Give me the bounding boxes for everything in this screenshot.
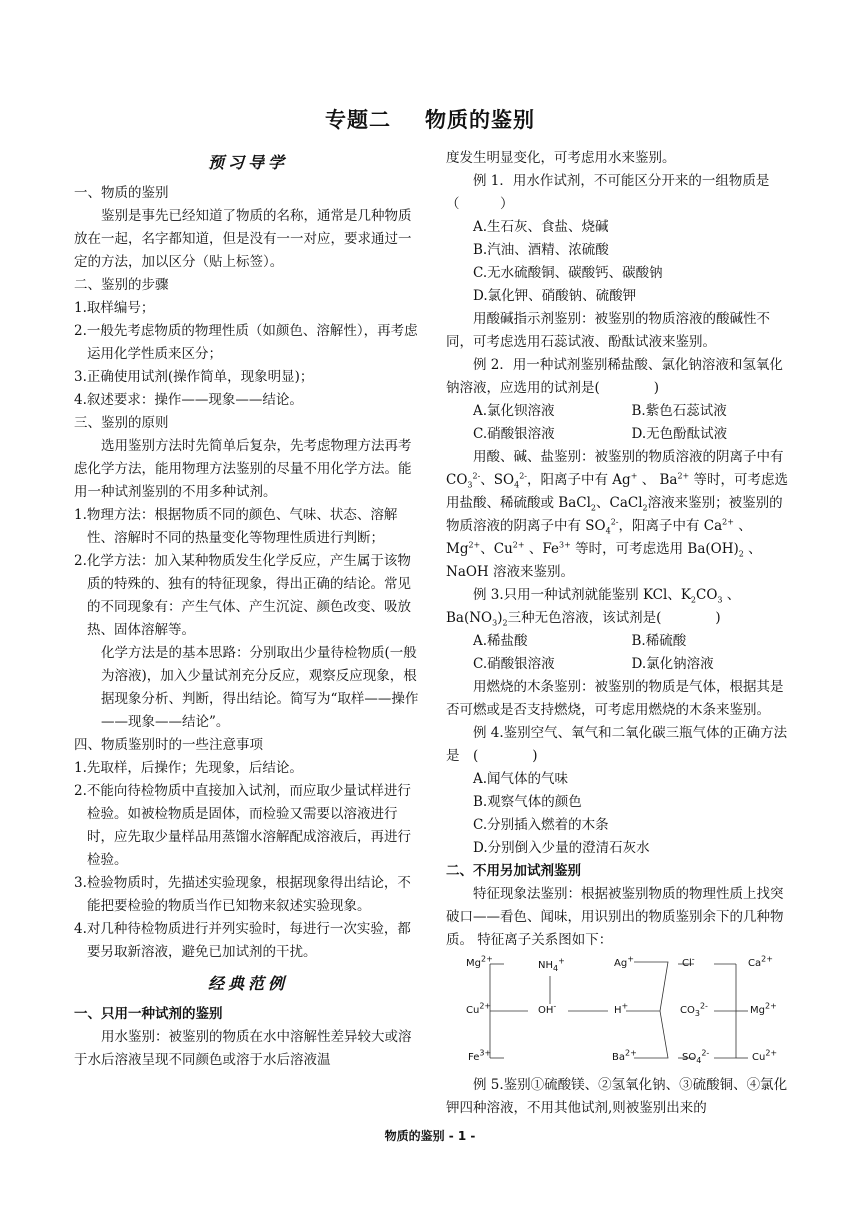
option-row (446, 400, 790, 423)
section-heading-preview: 预习导学 (207, 153, 288, 172)
ion-cl: Cl- (682, 954, 695, 969)
example-4-question: 例 4.鉴别空气、氧气和二氧化碳三瓶气体的正确方法是 ( ) (446, 725, 788, 764)
option: A.稀盐酸 (473, 633, 528, 649)
list-item: 2.不能向待检物质中直接加入试剂，而应取少量试样进行检验。如被检物质是固体，而检验又需要以溶液进行时，应先取少量样品用蒸馏水溶解配成溶液后，再进行检验。 (74, 783, 411, 868)
paragraph-acid-base-salt: 用酸、碱、盐鉴别：被鉴别的物质溶液的阴离子中有 $CO_3^{2-}$、$SO_4^{2-}$，阳离子中有 Ag+ 、 $Ba^{2+}$ 等时，可考虑选用盐酸、稀硫酸或 BaCl$_2$、CaCl$_2$溶液来鉴别；被鉴别的物质溶液的阴离子中有 $SO_4^{2-}$，阳离子中有 $Ca^{2+}$ 、$Mg^{2+}$、$Cu^{2+}$ 、$Fe^{3+}$ 等时，可考虑选用 $Ba(OH)_2$ 、NaOH 溶液来鉴别。 (446, 449, 789, 580)
page-footer: 物质的鉴别 - 1 - (384, 1129, 476, 1143)
ion-fe: $Fe^{3+}$ (468, 1048, 492, 1063)
ion-nh4: $NH_4^+$ (538, 956, 565, 973)
list-item: 2.化学方法：加入某种物质发生化学反应，产生属于该物质的特殊的、独有的特征现象，得出正确的结论。常见的不同现象有：产生气体、产生沉淀、颜色改变、吸放热、固体溶解等。 (74, 553, 411, 638)
option: C.硝酸银溶液 (473, 426, 555, 442)
option: D.分别倒入少量的澄清石灰水 (473, 840, 650, 856)
paragraph: 用燃烧的木条鉴别：被鉴别的物质是气体，根据其是否可燃或是否支持燃烧，可考虑用燃烧的木条来鉴别。 (446, 679, 784, 718)
left-column (74, 147, 422, 1072)
paragraph: 化学方法是的基本思路：分别取出少量待检物质(一般为溶液)，加入少量试剂充分反应，观察反应现象，根据现象分析、判断，得出结论。简写为“取样——操作——现象——结论”。 (101, 645, 419, 730)
option: C.硝酸银溶液 (473, 656, 555, 672)
option-row (446, 653, 790, 676)
paragraph: 度发生明显变化，可考虑用水来鉴别。 (446, 150, 676, 166)
heading-4: 四、物质鉴别时的一些注意事项 (74, 737, 263, 753)
example-3-question: 例 3.只用一种试剂就能鉴别 KCl、$K_2CO_3$ 、$Ba(NO_3)_2$三种无色溶液，该试剂是( ) (446, 587, 741, 628)
option: A.氯化钡溶液 (473, 403, 555, 419)
title-topic-number: 专题二 (325, 108, 391, 132)
option: C.分别插入燃着的木条 (473, 817, 609, 833)
option: B.紫色石蕊试液 (631, 403, 727, 419)
paragraph: 特征现象法鉴别：根据被鉴别物质的物理性质上找突破口——看色、闻味，用识别出的物质鉴别余下的几种物质。 特征离子关系图如下： (446, 886, 784, 948)
option: B.观察气体的颜色 (473, 794, 582, 810)
paragraph: 用酸碱指示剂鉴别：被鉴别的物质溶液的酸碱性不同，可考虑选用石蕊试液、酚酞试液来鉴别。 (446, 311, 770, 350)
list-item: 4.叙述要求：操作——现象——结论。 (74, 392, 303, 408)
option: C.无水硫酸铜、碳酸钙、碳酸钠 (473, 265, 663, 281)
subheading-no-reagent: 二、不用另加试剂鉴别 (446, 863, 581, 879)
example-5-question: 例 5.鉴别①硫酸镁、②氢氧化钠、③硫酸铜、④氯化钾四种溶液，不用其他试剂,则被鉴别出来的 (446, 1077, 788, 1116)
option: B.汽油、酒精、浓硫酸 (473, 242, 609, 258)
list-item: 1.先取样，后操作；先现象，后结论。 (74, 760, 303, 776)
heading-1: 一、物质的鉴别 (74, 185, 169, 201)
heading-3: 三、鉴别的原则 (74, 415, 169, 431)
option: A.闻气体的气味 (473, 771, 569, 787)
ion-ba: $Ba^{2+}$ (612, 1048, 637, 1063)
ion-mg-right: $Mg^{2+}$ (750, 1001, 777, 1016)
option: D.无色酚酞试液 (631, 426, 728, 442)
section-heading-examples: 经典范例 (207, 974, 288, 993)
list-item: 2.一般先考虑物质的物理性质（如颜色、溶解性），再考虑运用化学性质来区分； (74, 323, 418, 362)
title-topic-name: 物质的鉴别 (425, 108, 535, 132)
list-item: 1.物理方法：根据物质不同的颜色、气味、状态、溶解性、溶解时不同的热量变化等物理性质进行判断； (74, 507, 398, 546)
ion-relation-diagram (446, 954, 790, 1072)
paragraph: 用水鉴别：被鉴别的物质在水中溶解性差异较大或溶于水后溶液呈现不同颜色或溶于水后溶液温 (74, 1029, 412, 1068)
page-title (0, 104, 860, 134)
heading-2: 二、鉴别的步骤 (74, 277, 169, 293)
list-item: 4.对几种待检物质进行并列实验时，每进行一次实验，都要另取新溶液，避免已加试剂的干扰。 (74, 921, 411, 960)
ion-co3: $CO_3^{2-}$ (680, 1001, 708, 1018)
ion-ag: Ag+ (614, 954, 634, 969)
list-item: 3.检验物质时，先描述实验现象，根据现象得出结论，不能把要检验的物质当作已知物来叙述实验现象。 (74, 875, 411, 914)
subheading-one-reagent: 一、只用一种试剂的鉴别 (74, 1006, 223, 1022)
paragraph: 选用鉴别方法时先简单后复杂，先考虑物理方法再考虑化学方法，能用物理方法鉴别的尽量不用化学方法。能用一种试剂鉴别的不用多种试剂。 (74, 438, 412, 500)
right-column (446, 147, 790, 1120)
ion-cu: $Cu^{2+}$ (466, 1001, 492, 1016)
option: D.氯化钠溶液 (631, 656, 714, 672)
ion-so4: $SO_4^{2-}$ (682, 1048, 710, 1065)
example-2-question: 例 2．用一种试剂鉴别稀盐酸、氯化钠溶液和氢氧化钠溶液，应选用的试剂是( ) (446, 357, 783, 396)
ion-oh: OH- (538, 1001, 557, 1016)
option: A.生石灰、食盐、烧碱 (473, 219, 609, 235)
ion-h: H+ (614, 1001, 629, 1016)
list-item: 3.正确使用试剂(操作简单，现象明显)； (74, 369, 314, 385)
option-row (446, 630, 790, 653)
paragraph: 鉴别是事先已经知道了物质的名称，通常是几种物质放在一起，名字都知道，但是没有一一对应，要求通过一定的方法，加以区分（贴上标签）。 (74, 208, 412, 270)
ion-mg: $Mg^{2+}$ (466, 954, 493, 969)
list-item: 1.取样编号； (74, 300, 155, 316)
example-1-question: 例 1．用水作试剂，不可能区分开来的一组物质是（ ） (446, 173, 770, 212)
option: D.氯化钾、硝酸钠、硫酸钾 (473, 288, 637, 304)
ion-ca: $Ca^{2+}$ (748, 954, 773, 969)
ion-cu-right: $Cu^{2+}$ (752, 1048, 778, 1063)
option: B.稀硫酸 (631, 633, 687, 649)
option-row (446, 423, 790, 446)
